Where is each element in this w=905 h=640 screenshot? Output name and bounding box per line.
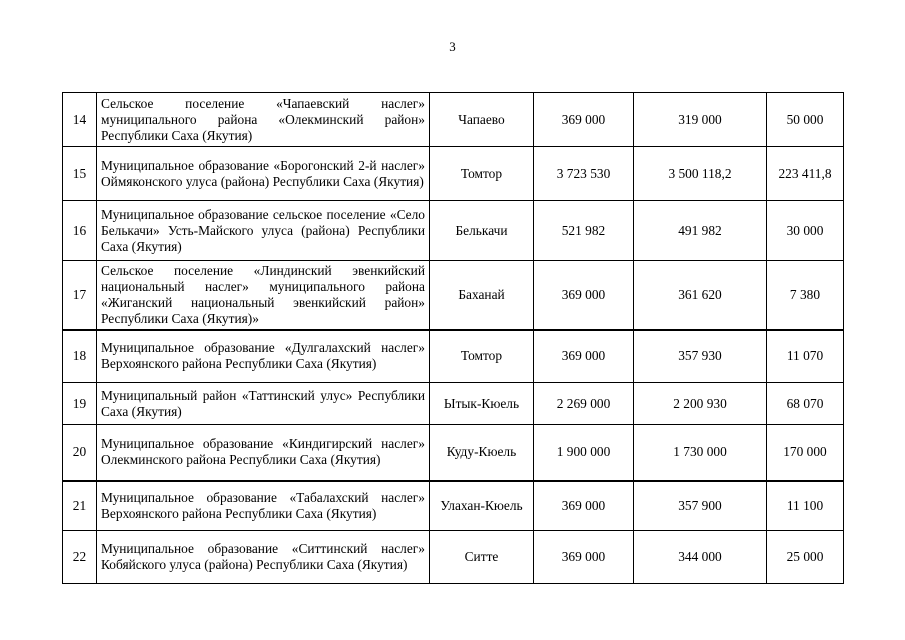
table-row [63, 481, 844, 531]
amount-column-2: 357 900 [634, 481, 767, 531]
total-amount: 521 982 [534, 201, 634, 261]
amount-column-3: 223 411,8 [767, 147, 844, 201]
total-amount: 1 900 000 [534, 425, 634, 481]
amount-column-2: 3 500 118,2 [634, 147, 767, 201]
municipality-name: Муниципальное образование «Борогонский 2-й наслег» Оймяконского улуса (района) Республики Саха (Якутия) [97, 147, 430, 201]
row-number: 21 [63, 481, 97, 531]
amount-column-3: 170 000 [767, 425, 844, 481]
table-row [63, 383, 844, 425]
row-number: 17 [63, 261, 97, 330]
total-amount: 2 269 000 [534, 383, 634, 425]
settlement-name: Куду-Кюель [430, 425, 534, 481]
amount-column-2: 344 000 [634, 531, 767, 584]
page-number: 3 [449, 39, 456, 54]
amount-column-3: 68 070 [767, 383, 844, 425]
total-amount: 369 000 [534, 330, 634, 383]
table-row [63, 93, 844, 147]
amount-column-2: 361 620 [634, 261, 767, 330]
municipality-name: Муниципальное образование «Киндигирский наслег» Олекминского района Республики Саха (Якутия) [97, 425, 430, 481]
amount-column-3: 25 000 [767, 531, 844, 584]
municipality-name: Муниципальный район «Таттинский улус» Республики Саха (Якутия) [97, 383, 430, 425]
row-number: 19 [63, 383, 97, 425]
municipality-name: Сельское поселение «Линдинский эвенкийский национальный наслег» муниципального района «Жиганский национальный эвенкийский район» Республики Саха (Якутия)» [97, 261, 430, 330]
settlement-name: Улахан-Кюель [430, 481, 534, 531]
municipality-name: Сельское поселение «Чапаевский наслег» муниципального района «Олекминский район» Республики Саха (Якутия) [97, 93, 430, 147]
total-amount: 369 000 [534, 93, 634, 147]
row-number: 15 [63, 147, 97, 201]
amount-column-2: 2 200 930 [634, 383, 767, 425]
total-amount: 3 723 530 [534, 147, 634, 201]
total-amount: 369 000 [534, 481, 634, 531]
table-row [63, 147, 844, 201]
amount-column-3: 11 100 [767, 481, 844, 531]
settlement-name: Баханай [430, 261, 534, 330]
settlement-name: Ситте [430, 531, 534, 584]
municipality-name: Муниципальное образование «Табалахский наслег» Верхоянского района Республики Саха (Якутия) [97, 481, 430, 531]
settlement-name: Томтор [430, 147, 534, 201]
amount-column-2: 357 930 [634, 330, 767, 383]
amount-column-3: 7 380 [767, 261, 844, 330]
municipal-funding-table [62, 92, 844, 584]
amount-column-2: 491 982 [634, 201, 767, 261]
table-row [63, 330, 844, 383]
settlement-name: Ытык-Кюель [430, 383, 534, 425]
settlement-name: Белькачи [430, 201, 534, 261]
table-row [63, 261, 844, 330]
total-amount: 369 000 [534, 261, 634, 330]
row-number: 16 [63, 201, 97, 261]
row-number: 22 [63, 531, 97, 584]
table-row [63, 201, 844, 261]
table-row [63, 531, 844, 584]
amount-column-3: 30 000 [767, 201, 844, 261]
amount-column-3: 50 000 [767, 93, 844, 147]
amount-column-2: 1 730 000 [634, 425, 767, 481]
row-number: 18 [63, 330, 97, 383]
settlement-name: Чапаево [430, 93, 534, 147]
municipality-name: Муниципальное образование «Дулгалахский наслег» Верхоянского района Республики Саха (Якутия) [97, 330, 430, 383]
municipality-name: Муниципальное образование «Ситтинский наслег» Кобяйского улуса (района) Республики Саха (Якутия) [97, 531, 430, 584]
table-row [63, 425, 844, 481]
amount-column-3: 11 070 [767, 330, 844, 383]
municipality-name: Муниципальное образование сельское поселение «Село Белькачи» Усть-Майского улуса (района) Республики Саха (Якутия) [97, 201, 430, 261]
settlement-name: Томтор [430, 330, 534, 383]
total-amount: 369 000 [534, 531, 634, 584]
amount-column-2: 319 000 [634, 93, 767, 147]
row-number: 20 [63, 425, 97, 481]
row-number: 14 [63, 93, 97, 147]
